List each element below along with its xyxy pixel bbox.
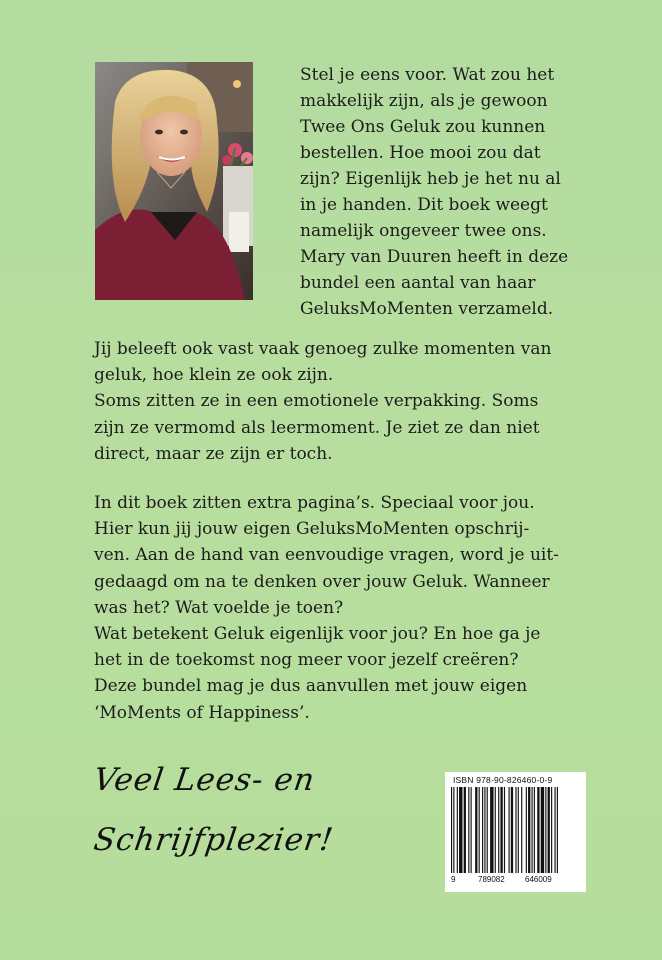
intro-line: GeluksMoMenten verzameld. (300, 299, 554, 319)
closing-line-1: Veel Lees- en (91, 762, 318, 798)
paragraph-line: zijn ze vermomd als leermoment. Je ziet ze dan niet (94, 417, 540, 438)
paragraph-line: Hier kun jij jouw eigen GeluksMoMenten opschrij- (94, 519, 530, 540)
paragraph-line: was het? Wat voelde je toen? (94, 597, 344, 618)
paragraph-line: In dit boek zitten extra pagina’s. Speciaal voor jou. (94, 493, 535, 513)
paragraph-line: het in de toekomst nog meer voor jezelf creëren? (94, 650, 519, 671)
paragraph-line: Deze bundel mag je dus aanvullen met jouw eigen (94, 676, 528, 697)
paragraph-moments (94, 336, 588, 467)
barcode-bars (451, 787, 580, 875)
isbn-barcode (445, 772, 586, 892)
paragraph-extra-pages (94, 490, 588, 726)
intro-line: namelijk ongeveer twee ons. (300, 221, 547, 241)
barcode-digits-right: 646009 (525, 875, 552, 884)
isbn-label: ISBN 978-90-826460-0-9 (453, 775, 553, 785)
paragraph-line: ‘MoMents of Happiness’. (94, 702, 310, 723)
paragraph-line: ven. Aan de hand van eenvoudige vragen, word je uit- (94, 545, 559, 566)
author-photo (95, 62, 253, 300)
paragraph-line: geluk, hoe klein ze ook zijn. (94, 365, 334, 386)
intro-line: makkelijk zijn, als je gewoon (300, 91, 548, 111)
intro-line: Mary van Duuren heeft in deze (300, 247, 569, 267)
intro-line: Twee Ons Geluk zou kunnen (300, 117, 546, 137)
intro-line: bestellen. Hoe mooi zou dat (300, 143, 541, 163)
paragraph-line: Soms zitten ze in een emotionele verpakking. Soms (94, 391, 539, 412)
intro-line: Stel je eens voor. Wat zou het (300, 65, 555, 85)
paragraph-line: Jij beleeft ook vast vaak genoeg zulke momenten van (94, 339, 552, 359)
paragraph-line: direct, maar ze zijn er toch. (94, 443, 333, 464)
intro-line: zijn? Eigenlijk heb je het nu al (300, 169, 561, 189)
intro-line: in je handen. Dit boek weegt (300, 195, 548, 215)
author-portrait-illustration (95, 62, 253, 300)
paragraph-line: gedaagd om na te denken over jouw Geluk. Wanneer (94, 571, 550, 592)
barcode-digit-first: 9 (451, 875, 456, 884)
paragraph-line: Wat betekent Geluk eigenlijk voor jou? En hoe ga je (94, 624, 541, 645)
barcode-digits-left: 789082 (478, 875, 505, 884)
intro-paragraph (300, 62, 586, 322)
intro-line: bundel een aantal van haar (300, 273, 536, 293)
closing-line-2: Schrijfplezier! (91, 822, 336, 858)
